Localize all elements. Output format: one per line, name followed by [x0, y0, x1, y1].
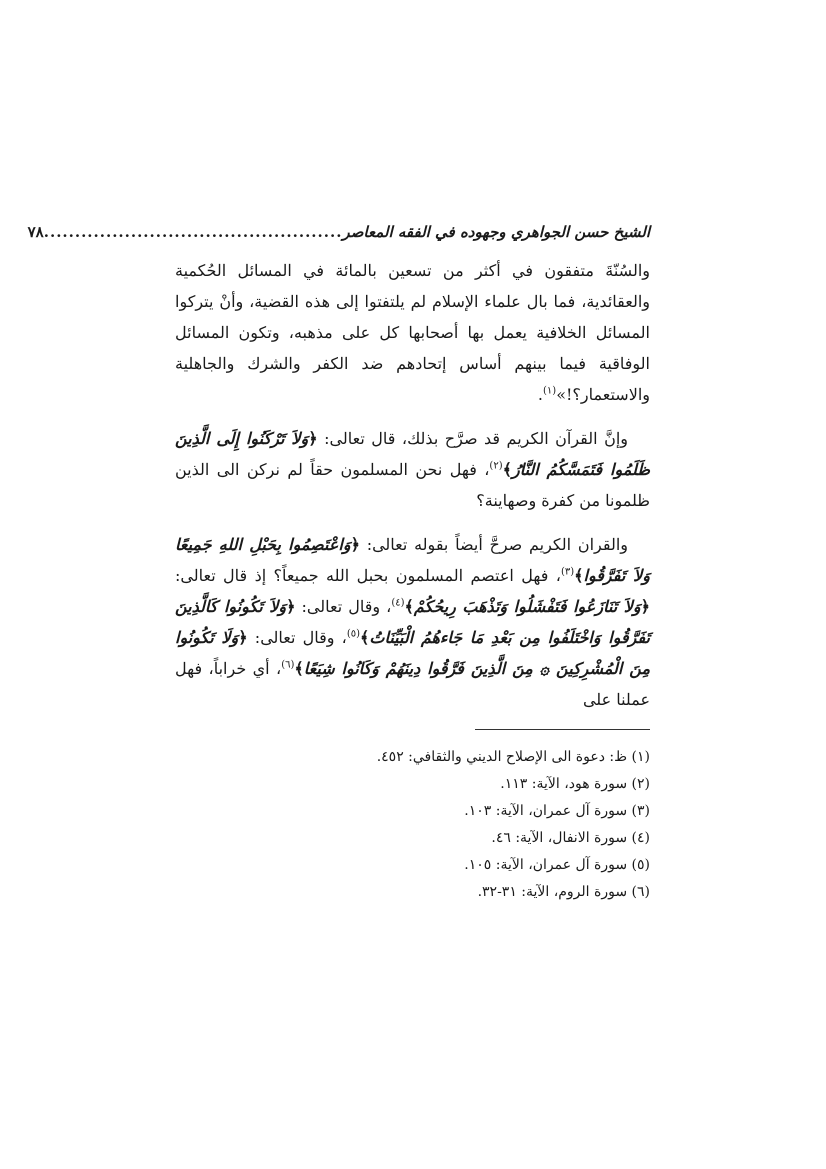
footnote-4: (٤) سورة الانفال، الآية: ٤٦.	[491, 830, 650, 846]
quran-verse-hud: وَلاَ تَرْكَنُوا إِلَى الَّذِينَ ظَلَمُوا فَتَمَسَّكُمُ النَّارُ	[175, 429, 650, 479]
footnote-ref-3: (٣)	[560, 566, 575, 578]
paragraph-2	[175, 423, 650, 516]
quran-open-bracket: ﴿	[640, 597, 650, 616]
header-dot-leader: ................................................	[43, 223, 343, 241]
body-text	[175, 255, 650, 715]
paragraph-3-mid-1: ، فهل اعتصم المسلمون بحبل الله جميعاً؟ إذ قال تعالى:	[175, 566, 561, 585]
footnote-ref-5: (٥)	[346, 628, 361, 640]
page-number: ٧٨	[27, 223, 44, 241]
paragraph-2-after: ، فهل نحن المسلمون حقاً لم نركن الى الذين ظلمونا من كفرة وصهاينة؟	[175, 460, 650, 510]
footnote-separator	[475, 729, 650, 730]
quran-open-bracket: ﴿	[308, 429, 318, 448]
footnote-2: (٢) سورة هود، الآية: ١١٣.	[500, 776, 650, 792]
running-header	[27, 222, 650, 242]
quran-verse-anfal-46: وَلاَ تَنَازَعُوا فَتَفْشَلُوا وَتَذْهَبَ رِيحُكُمْ	[413, 597, 641, 616]
paragraph-1	[175, 255, 650, 410]
paragraph-3-mid-3: ، وقال تعالى:	[254, 628, 347, 647]
quran-close-bracket: ﴾	[404, 597, 414, 616]
paragraph-3	[175, 529, 650, 715]
book-page	[27, 222, 651, 906]
paragraph-3-after: ، أي خراباً، فهل عملنا على	[175, 659, 650, 709]
footnote-1: (١) ظ: دعوة الى الإصلاح الديني والثقافي: ٤٥٢.	[376, 749, 650, 765]
quran-open-bracket: ﴿	[350, 535, 360, 554]
footnote-ref-6: (٦)	[281, 659, 295, 671]
quran-open-bracket: ﴿	[286, 597, 296, 616]
paragraph-2-intro: وإنَّ القرآن الكريم قد صرَّح بذلك، قال تعالى:	[324, 429, 628, 448]
quran-close-bracket: ﴾	[502, 460, 512, 479]
quran-verse-al-imran-103: وَاعْتَصِمُوا بِحَبْلِ اللهِ جَمِيعًا وَلاَ تَفَرَّقُوا	[175, 535, 651, 585]
quran-close-bracket: ﴾	[294, 659, 304, 678]
footnote-5: (٥) سورة آل عمران، الآية: ١٠٥.	[464, 857, 650, 873]
paragraph-1-text: والسُنّةَ متفقون في أكثر من تسعين بالمائة في المسائل الحُكمية والعقائدية، فما بال علماء الإسلام لم يلتفتوا إلى هذه القضية، وأنْ يتركوا المسائل الخلافية يعمل بها أصحابها كل على مذهبه، وتكون المسائل الوفاقية فيما بينهم أساس إتحادهم ضد الكفر والشرك والجاهلية والاستعمار؟!»	[175, 261, 651, 404]
paragraph-3-mid-2: ، وقال تعالى:	[301, 597, 392, 616]
footnote-ref-2: (٢)	[489, 460, 503, 472]
footnotes	[175, 744, 650, 906]
footnote-ref-1: (١)	[543, 385, 557, 397]
footnote-6: (٦) سورة الروم، الآية: ٣١-٣٢.	[477, 884, 650, 900]
quran-verse-rum-31-32: وَلَا تَكُونُوا مِنَ الْمُشْرِكِينَ ۞ مِنَ الَّذِينَ فَرَّقُوا دِينَهُمْ وَكَانُوا شِيَعًا	[175, 628, 651, 678]
quran-close-bracket: ﴾	[574, 566, 584, 585]
footnote-ref-4: (٤)	[391, 597, 405, 609]
running-title: الشيخ حسن الجواهري وجهوده في الفقه المعاصر	[342, 223, 650, 241]
paragraph-1-end: .	[537, 385, 543, 404]
footnote-3: (٣) سورة آل عمران، الآية: ١٠٣.	[464, 803, 650, 819]
quran-close-bracket: ﴾	[360, 628, 370, 647]
quran-verse-al-imran-105: وَلاَ تَكُونُوا كَالَّذِينَ تَفَرَّقُوا وَاخْتَلَفُوا مِن بَعْدِ مَا جَاءهُمُ الْبَيِّنَاتُ	[175, 597, 650, 647]
quran-open-bracket: ﴿	[238, 628, 248, 647]
paragraph-3-intro: والقران الكريم صرحَّ أيضاً بقوله تعالى:	[366, 535, 629, 554]
